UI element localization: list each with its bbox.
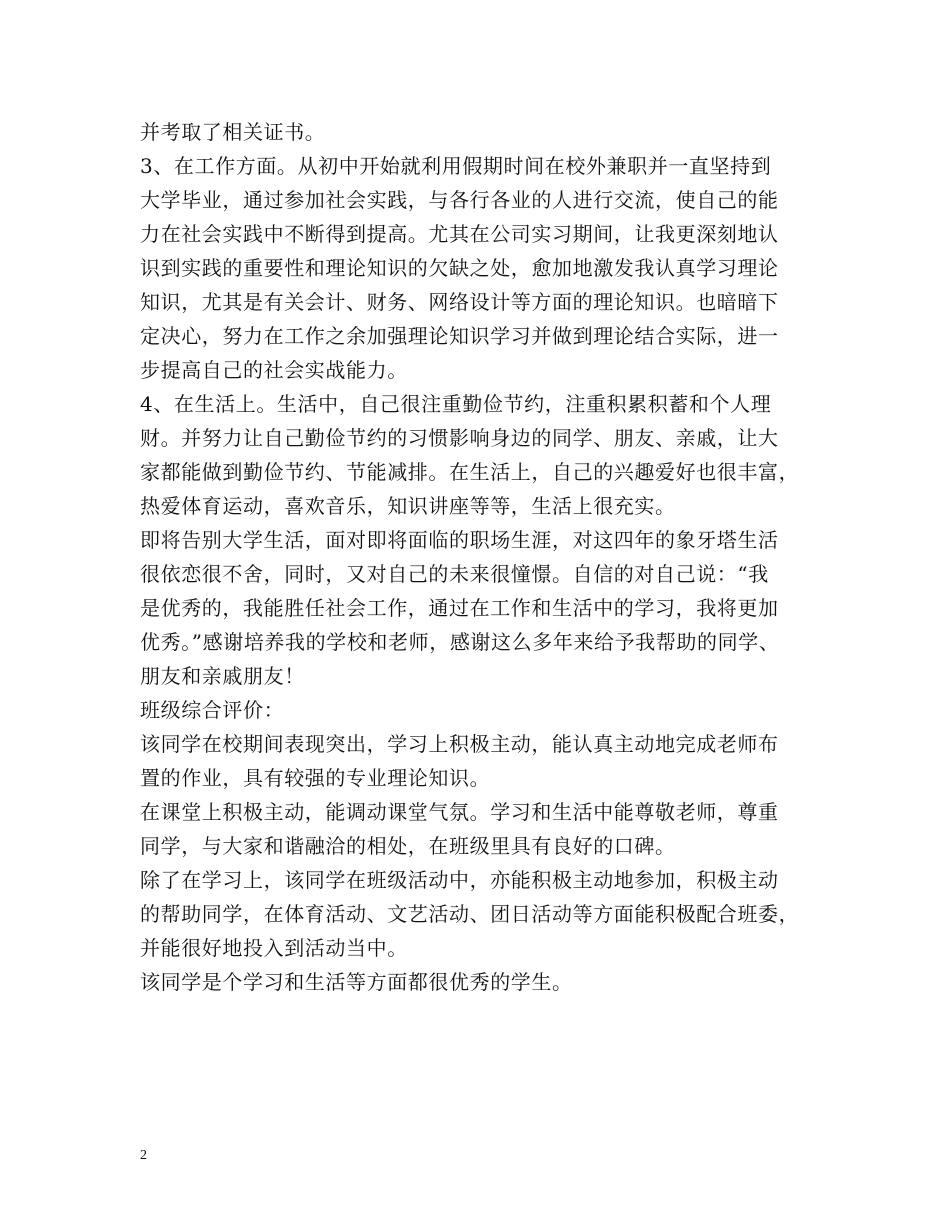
- page-number: 2: [140, 1148, 147, 1163]
- text-line: 该同学是个学习和生活等方面都很优秀的学生。: [140, 970, 573, 994]
- text-line: 识到实践的重要性和理论知识的欠缺之处，愈加地激发我认真学习理论: [140, 256, 779, 280]
- section-heading: 班级综合评价：: [140, 698, 285, 722]
- text-line: 是优秀的，我能胜任社会工作，通过在工作和生活中的学习，我将更加: [140, 596, 779, 620]
- text-line: 在课堂上积极主动，能调动课堂气氛。学习和生活中能尊敬老师，尊重: [140, 800, 779, 824]
- text-line: 步提高自己的社会实战能力。: [140, 358, 408, 382]
- text-line: 热爱体育运动，喜欢音乐，知识讲座等等，生活上很充实。: [140, 494, 676, 518]
- text-line: 即将告别大学生活，面对即将面临的职场生涯，对这四年的象牙塔生活: [140, 528, 779, 552]
- text-line: 朋友和亲戚朋友！: [140, 664, 305, 688]
- body-text: [140, 115, 830, 999]
- text-line: 的帮助同学，在体育活动、文艺活动、团日活动等方面能积极配合班委，: [140, 902, 800, 926]
- text-line: 优秀。”感谢培养我的学校和老师，感谢这么多年来给予我帮助的同学、: [140, 630, 780, 654]
- text-line: 4、在生活上。生活中，自己很注重勤俭节约，注重积累积蓄和个人理: [140, 392, 772, 416]
- text-line: 力在社会实践中不断得到提高。尤其在公司实习期间，让我更深刻地认: [140, 222, 779, 246]
- text-line: 家都能做到勤俭节约、节能减排。在生活上，自己的兴趣爱好也很丰富，: [140, 460, 800, 484]
- text-line: 知识，尤其是有关会计、财务、网络设计等方面的理论知识。也暗暗下: [140, 290, 779, 314]
- text-line: 大学毕业，通过参加社会实践，与各行各业的人进行交流，使自己的能: [140, 188, 779, 212]
- text-line: 该同学在校期间表现突出，学习上积极主动，能认真主动地完成老师布: [140, 732, 779, 756]
- text-line: 3、在工作方面。从初中开始就利用假期时间在校外兼职并一直坚持到: [140, 154, 772, 178]
- text-line: 置的作业，具有较强的专业理论知识。: [140, 766, 491, 790]
- text-line: 很依恋很不舍，同时，又对自己的未来很憧憬。自信的对自己说：“我: [140, 562, 769, 586]
- text-line: 定决心，努力在工作之余加强理论知识学习并做到理论结合实际，进一: [140, 324, 779, 348]
- text-line: 财。并努力让自己勤俭节约的习惯影响身边的同学、朋友、亲戚，让大: [140, 426, 779, 450]
- text-line: 同学，与大家和谐融洽的相处，在班级里具有良好的口碑。: [140, 834, 676, 858]
- text-line: 除了在学习上，该同学在班级活动中，亦能积极主动地参加，积极主动: [140, 868, 779, 892]
- text-line: 并考取了相关证书。: [140, 120, 326, 144]
- text-line: 并能很好地投入到活动当中。: [140, 936, 408, 960]
